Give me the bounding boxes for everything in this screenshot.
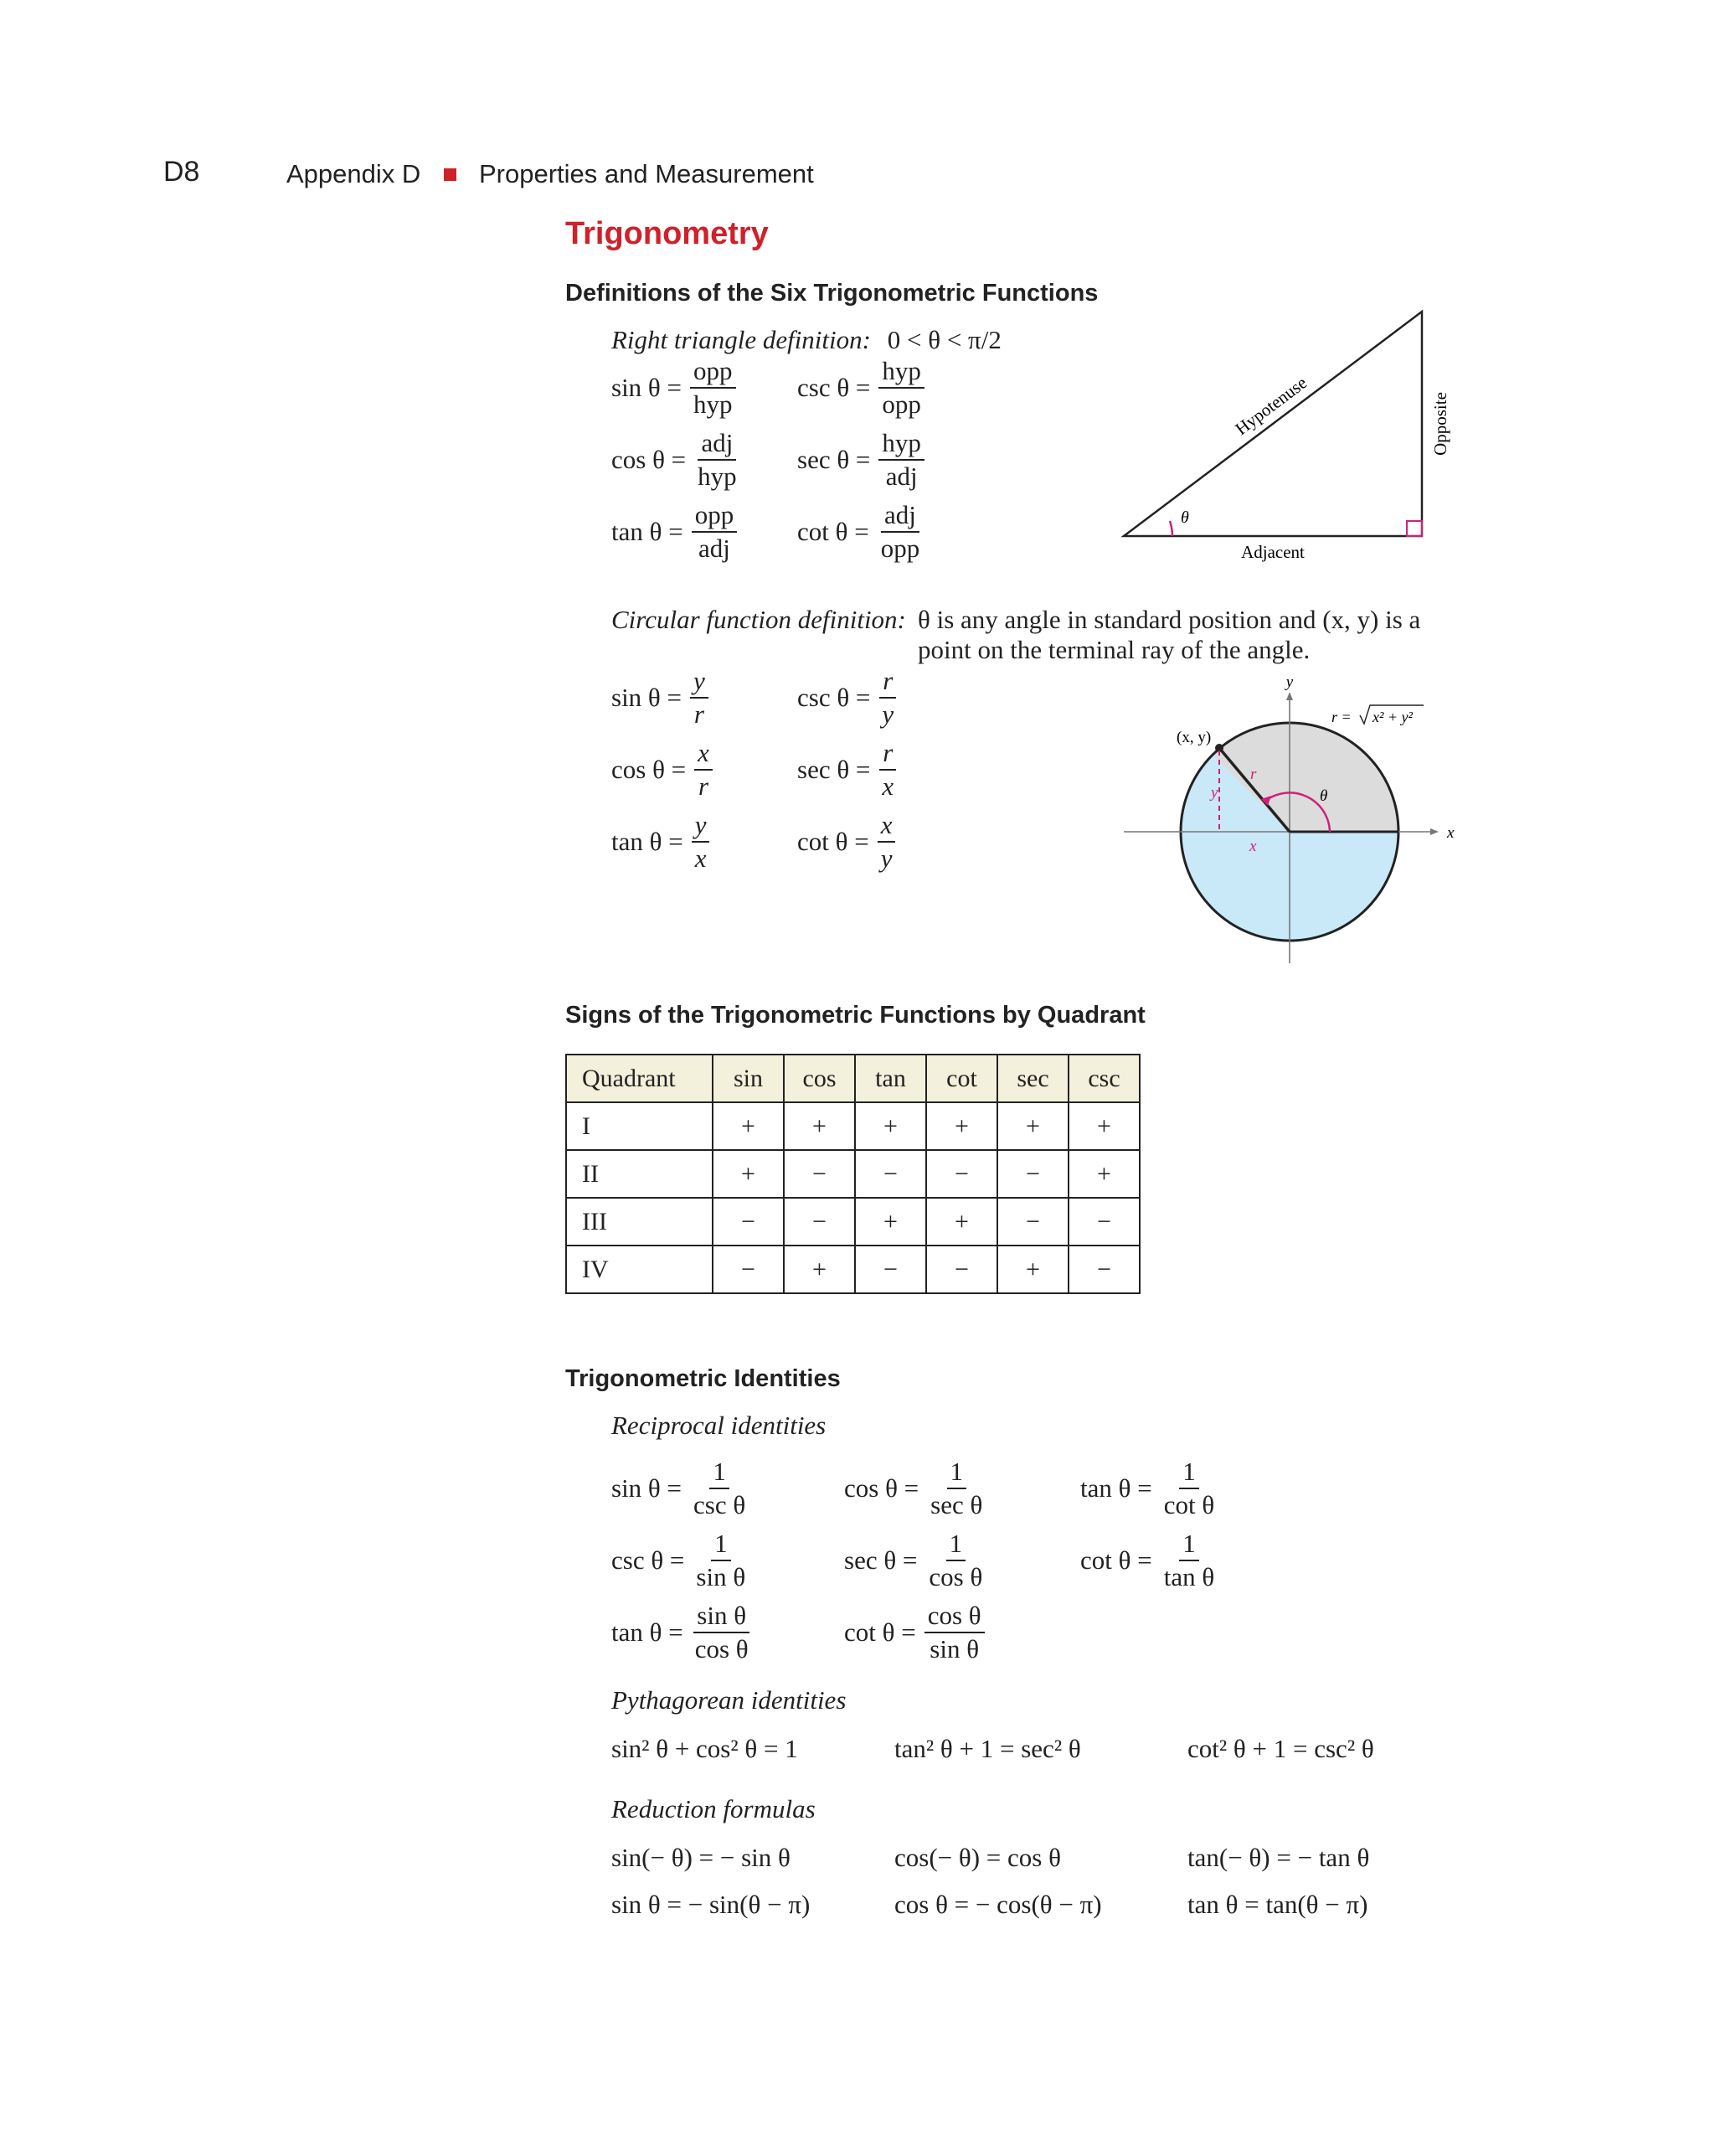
- table-cell: −: [997, 1150, 1069, 1198]
- reduction-formula-3: tan(− θ) = − tan θ: [1187, 1843, 1370, 1872]
- col-header: cot: [926, 1055, 997, 1102]
- identities-heading: Trigonometric Identities: [565, 1365, 841, 1392]
- right-def-csc: csc θ = $\frac{\text{hyp}}{\text{opp}}$: [797, 355, 924, 420]
- table-cell: +: [713, 1102, 784, 1150]
- header-square-icon: [444, 168, 456, 181]
- circ-def-tan: tan θ = $\frac{y}{x}$: [611, 809, 709, 874]
- signs-header-row: [566, 1055, 1140, 1102]
- reduction-formula-4: sin θ = − sin(θ − π): [611, 1890, 811, 1919]
- table-cell: −: [926, 1150, 997, 1198]
- circle-r-label: r: [1250, 766, 1257, 783]
- quot-cot: cot θ = $\frac{\text{cos θ}}{\text{sin θ}}$: [844, 1600, 985, 1665]
- svg-text:r =: r =: [1331, 709, 1352, 725]
- table-row: [566, 1246, 1140, 1293]
- circle-y-label: y: [1211, 784, 1218, 802]
- quot-tan: tan θ = $\frac{\text{sin θ}}{\text{cos θ}}$: [611, 1601, 749, 1663]
- circle-x-axis-label: x: [1447, 824, 1455, 842]
- circular-label: Circular function definition:: [611, 605, 906, 634]
- pythagorean-identity-2: tan² θ + 1 = sec² θ: [894, 1734, 1081, 1763]
- triangle-opposite-label: Opposite: [1430, 392, 1450, 456]
- right-def-cot: cot θ = $\frac{\text{adj}}{\text{opp}}$: [797, 500, 920, 563]
- reduction-label: Reduction formulas: [611, 1794, 816, 1823]
- table-cell: III: [566, 1198, 713, 1246]
- right-def-sin: sin θ = $\frac{\text{opp}}{\text{hyp}}$: [611, 355, 736, 420]
- recip-cos: cos θ = $\frac{1}{\text{sec θ}}$: [844, 1457, 983, 1519]
- circle-point-label: (x, y): [1177, 729, 1212, 746]
- circ-def-cot: cot θ = $\frac{x}{y}$: [797, 809, 895, 874]
- table-cell: −: [1069, 1246, 1140, 1293]
- col-header: cos: [784, 1055, 855, 1102]
- right-triangle-diagram: [1114, 302, 1465, 570]
- table-row: [566, 1150, 1140, 1198]
- reduction-formula-6: tan θ = tan(θ − π): [1187, 1890, 1368, 1919]
- signs-heading: Signs of the Trigonometric Functions by Quadrant: [565, 1002, 1146, 1029]
- right-def-cos: cos θ = $\frac{\text{adj}}{\text{hyp}}$: [611, 428, 737, 491]
- page-title: Trigonometry: [565, 216, 769, 251]
- triangle-adjacent-label: Adjacent: [1241, 542, 1305, 562]
- table-cell: +: [784, 1102, 855, 1150]
- table-cell: −: [855, 1150, 926, 1198]
- right-def-tan: tan θ = $\frac{\text{opp}}{\text{adj}}$: [611, 499, 737, 565]
- table-cell: +: [713, 1150, 784, 1198]
- pythagorean-identity-3: cot² θ + 1 = csc² θ: [1187, 1734, 1374, 1763]
- pythagorean-identity-1: sin² θ + cos² θ = 1: [611, 1734, 798, 1763]
- triangle-hypotenuse-label: Hypotenuse: [1231, 372, 1311, 440]
- table-cell: −: [713, 1198, 784, 1246]
- section-title: Properties and Measurement: [479, 159, 814, 188]
- svg-text:x² + y²: x² + y²: [1373, 709, 1413, 725]
- reduction-formula-1: sin(− θ) = − sin θ: [611, 1843, 791, 1872]
- table-cell: −: [784, 1150, 855, 1198]
- recip-sec: sec θ = $\frac{1}{\text{cos θ}}$: [844, 1529, 983, 1591]
- reduction-formula-2: cos(− θ) = cos θ: [894, 1843, 1061, 1872]
- triangle-angle-label: θ: [1181, 508, 1189, 527]
- recip-tan: tan θ = $\frac{1}{\text{cot θ}}$: [1080, 1457, 1215, 1519]
- appendix-label: Appendix D: [286, 159, 421, 188]
- table-cell: I: [566, 1102, 713, 1150]
- definitions-heading: Definitions of the Six Trigonometric Functions: [565, 280, 1099, 307]
- table-cell: +: [926, 1198, 997, 1246]
- reciprocal-label: Reciprocal identities: [611, 1411, 827, 1440]
- table-cell: +: [784, 1246, 855, 1293]
- table-cell: +: [1069, 1102, 1140, 1150]
- col-header: sec: [997, 1055, 1069, 1102]
- table-cell: −: [926, 1246, 997, 1293]
- col-header: tan: [855, 1055, 926, 1102]
- table-cell: +: [855, 1198, 926, 1246]
- recip-cot: cot θ = $\frac{1}{\text{tan θ}}$: [1080, 1529, 1215, 1591]
- reduction-formula-5: cos θ = − cos(θ − π): [894, 1890, 1102, 1919]
- page-number: D8: [163, 156, 200, 188]
- signs-table: [565, 1054, 1141, 1294]
- table-cell: +: [926, 1102, 997, 1150]
- table-cell: IV: [566, 1246, 713, 1293]
- right-def-sec: sec θ = $\frac{\text{hyp}}{\text{adj}}$: [797, 427, 924, 493]
- table-cell: −: [1069, 1198, 1140, 1246]
- table-cell: −: [784, 1198, 855, 1246]
- table-cell: +: [1069, 1150, 1140, 1198]
- col-header: csc: [1069, 1055, 1140, 1102]
- circ-def-csc: csc θ = $\frac{r}{y}$: [797, 665, 897, 730]
- table-cell: +: [855, 1102, 926, 1150]
- pythagorean-label: Pythagorean identities: [611, 1685, 847, 1715]
- circular-text-line2: point on the terminal ray of the angle.: [918, 635, 1311, 664]
- circle-theta-label: θ: [1320, 787, 1328, 805]
- table-cell: II: [566, 1150, 713, 1198]
- table-cell: +: [997, 1102, 1069, 1150]
- table-cell: −: [997, 1198, 1069, 1246]
- recip-csc: csc θ = $\frac{1}{\text{sin θ}}$: [611, 1529, 746, 1591]
- circle-x-label: x: [1249, 838, 1257, 855]
- circle-diagram: [1114, 662, 1465, 972]
- col-header: sin: [713, 1055, 784, 1102]
- table-cell: +: [997, 1246, 1069, 1293]
- col-header: Quadrant: [566, 1055, 713, 1102]
- table-cell: −: [855, 1246, 926, 1293]
- recip-sin: sin θ = $\frac{1}{\text{csc θ}}$: [611, 1457, 746, 1519]
- circ-def-cos: cos θ = $\frac{x}{r}$: [611, 737, 713, 802]
- circle-y-axis-label: y: [1285, 673, 1294, 691]
- table-cell: −: [713, 1246, 784, 1293]
- table-row: [566, 1102, 1140, 1150]
- circ-def-sin: sin θ = $\frac{y}{r}$: [611, 665, 708, 730]
- circular-text-line1: θ is any angle in standard position and (x, y) is a: [918, 605, 1421, 634]
- r-formula: [1331, 705, 1424, 725]
- circ-def-sec: sec θ = $\frac{r}{x}$: [797, 737, 897, 802]
- table-row: [566, 1198, 1140, 1246]
- right-triangle-label: Right triangle definition: 0 < θ < π/2: [611, 325, 1002, 354]
